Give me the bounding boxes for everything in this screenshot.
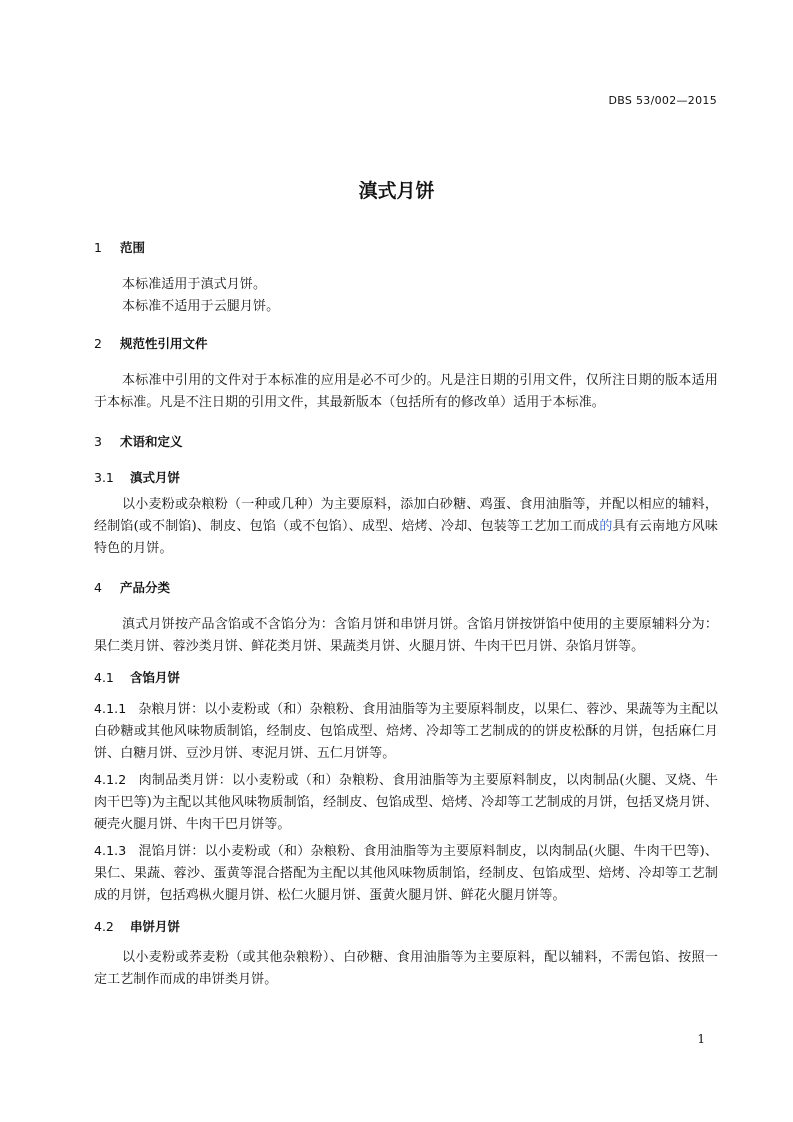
section-title: 规范性引用文件 <box>120 336 208 351</box>
section-number: 4 <box>94 580 102 595</box>
page-title: 滇式月饼 <box>358 180 435 202</box>
section-title: 滇式月饼 <box>130 470 181 485</box>
list-item <box>94 840 718 907</box>
list-item <box>94 698 718 765</box>
section-title: 含馅月饼 <box>130 670 181 685</box>
item-text: 混馅月饼：以小麦粉或（和）杂粮粉、食用油脂等为主要原料制皮，以肉制品(火腿、牛肉干巴等)、果仁、果蔬、蓉沙、蛋黄等混合搭配为主配以其他风味物质制馅，经制皮、包馅成型、焙烤、冷却等工艺制成的月饼，包括鸡枞火腿月饼、松仁火腿月饼、蛋黄火腿月饼、鲜花火腿月饼等。 <box>94 844 718 903</box>
section-number: 1 <box>94 240 102 255</box>
paragraph: 本标准不适用于云腿月饼。 <box>122 299 280 314</box>
section-title: 术语和定义 <box>120 434 183 449</box>
item-number: 4.1.1 <box>94 701 127 716</box>
section-title: 范围 <box>120 240 146 255</box>
item-number: 4.1.2 <box>94 772 127 787</box>
highlighted-text: 的 <box>599 519 613 534</box>
list-item <box>94 769 718 836</box>
paragraph: 本标准适用于滇式月饼。 <box>122 277 267 292</box>
section-2-heading <box>94 334 718 354</box>
section-1-heading <box>94 238 718 258</box>
section-3-heading <box>94 432 718 452</box>
standard-code: DBS 53/002—2015 <box>608 94 717 107</box>
section-number: 3 <box>94 434 102 449</box>
text-run: 具有云南地方风味特色的月饼。 <box>94 519 718 556</box>
paragraph: 以小麦粉或荞麦粉（或其他杂粮粉）、白砂糖、食用油脂等为主要原料，配以辅料，不需包馅、按照一定工艺制作而成的串饼类月饼。 <box>94 950 718 987</box>
item-text: 肉制品类月饼：以小麦粉或（和）杂粮粉、食用油脂等为主要原料制皮，以肉制品(火腿、叉烧、牛肉干巴等)为主配以其他风味物质制馅，经制皮、包馅成型、焙烤、冷却等工艺制成的月饼，包括叉烧月饼、硬壳火腿月饼、牛肉干巴月饼等。 <box>94 773 718 832</box>
section-title: 产品分类 <box>120 580 171 595</box>
section-3-1-heading <box>94 468 718 488</box>
section-title: 串饼月饼 <box>130 919 181 934</box>
section-number: 4.1 <box>94 670 114 685</box>
section-number: 4.2 <box>94 919 114 934</box>
page-number: 1 <box>697 1032 705 1046</box>
section-4-heading <box>94 578 718 598</box>
section-4-1-heading <box>94 668 718 688</box>
document-body <box>94 238 718 991</box>
section-number: 2 <box>94 336 102 351</box>
section-number: 3.1 <box>94 470 114 485</box>
text-run: 以小麦粉或杂粮粉（一种或几种）为主要原料，添加白砂糖、鸡蛋、食用油脂等，并配以相应的辅料，经制馅(或不制馅)、制皮、包馅（或不包馅）、成型、焙烤、冷却、包装等工艺加工而成 <box>94 497 718 534</box>
section-4-2-heading <box>94 917 718 937</box>
paragraph: 滇式月饼按产品含馅或不含馅分为：含馅月饼和串饼月饼。含馅月饼按饼馅中使用的主要原辅料分为：果仁类月饼、蓉沙类月饼、鲜花类月饼、果蔬类月饼、火腿月饼、牛肉干巴月饼、杂馅月饼等。 <box>94 617 718 654</box>
item-number: 4.1.3 <box>94 843 127 858</box>
item-text: 杂粮月饼：以小麦粉或（和）杂粮粉、食用油脂等为主要原料制皮，以果仁、蓉沙、果蔬等为主配以白砂糖或其他风味物质制馅，经制皮、包馅成型、焙烤、冷却等工艺制成的的饼皮松酥的月饼，包括麻仁月饼、白糖月饼、豆沙月饼、枣泥月饼、五仁月饼等。 <box>94 702 718 761</box>
paragraph <box>94 494 718 560</box>
paragraph: 本标准中引用的文件对于本标准的应用是必不可少的。凡是注日期的引用文件，仅所注日期的版本适用于本标准。凡是不注日期的引用文件，其最新版本（包括所有的修改单）适用于本标准。 <box>94 373 718 410</box>
